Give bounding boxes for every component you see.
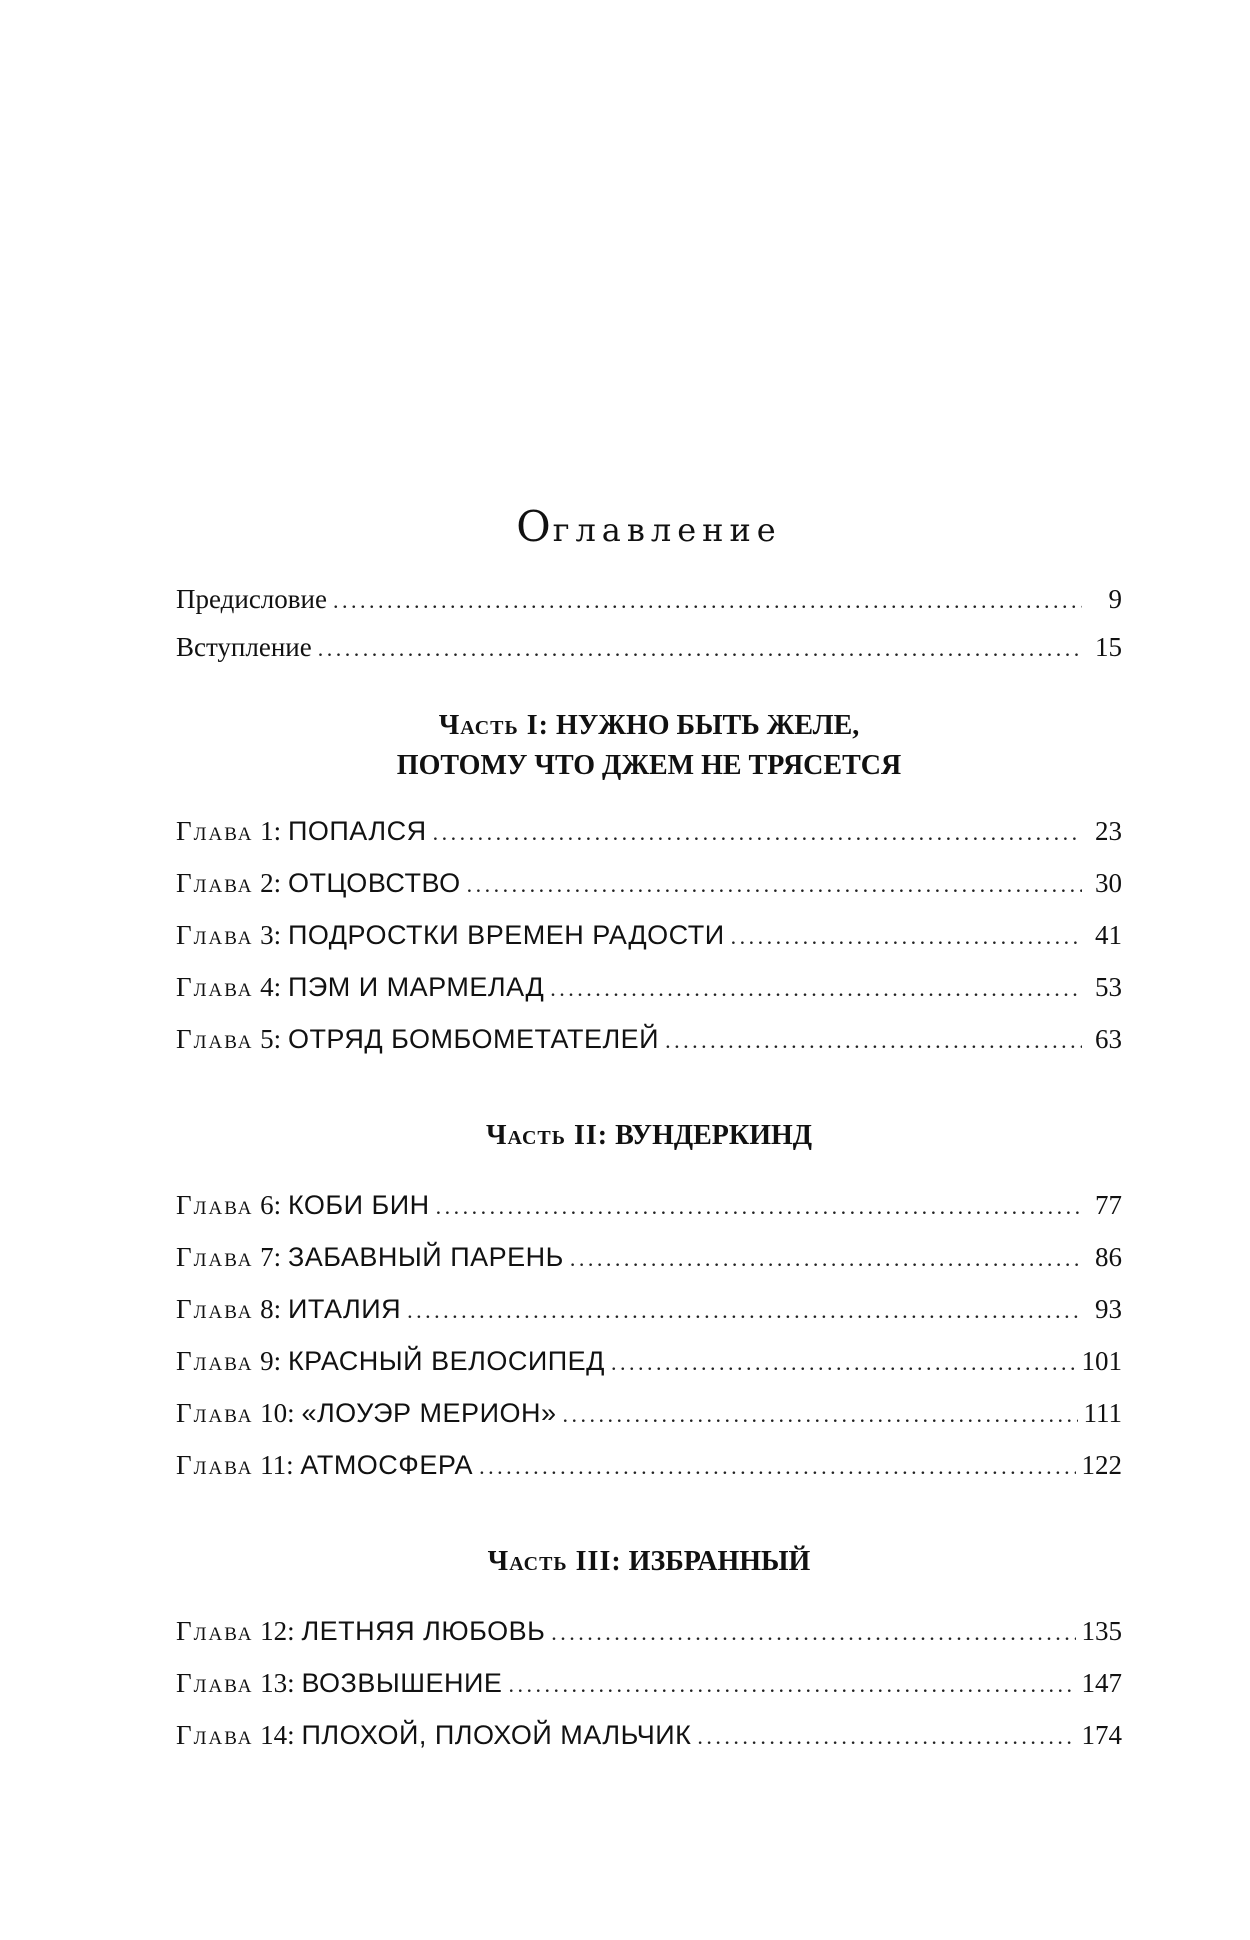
chapter-prefix: Глава [176,972,254,1002]
dot-leader [550,972,1082,1006]
dot-leader [467,868,1082,902]
page-title [176,502,1122,551]
page-number: 23 [1095,816,1122,846]
page-number: 86 [1095,1242,1122,1272]
chapter-prefix: Глава [176,1242,254,1272]
chapter-prefix: Глава [176,868,254,898]
chapter-number: 4: [260,972,282,1002]
toc-entry-introduction[interactable] [176,630,1122,666]
chapter-number: 5: [260,1024,282,1054]
page-number: 111 [1083,1398,1122,1428]
page-number: 9 [1108,584,1122,614]
chapter-prefix: Глава [176,1616,254,1646]
chapter-prefix: Глава [176,816,254,846]
part-title-line2: ПОТОМУ ЧТО ДЖЕМ НЕ ТРЯСЕТСЯ [396,750,902,781]
chapter-title: ПОПАЛСЯ [287,816,427,846]
chapter-number: 13: [260,1668,295,1698]
toc-entry-chapter-5[interactable] [176,1022,1122,1058]
dot-leader [333,584,1082,618]
page-number: 53 [1095,972,1122,1002]
part-prefix: Часть II: [485,1120,609,1151]
chapter-title: ПЭМ И МАРМЕЛАД [287,972,545,1002]
part-title-line1: ИЗБРАННЫЙ [628,1546,811,1577]
toc-entry-chapter-13[interactable] [176,1666,1122,1702]
chapter-number: 8: [260,1294,282,1324]
title-first-letter: О [516,502,553,552]
toc-entry-chapter-10[interactable] [176,1396,1122,1432]
part-title-line1: НУЖНО БЫТЬ ЖЕЛЕ, [555,710,860,741]
dot-leader [433,816,1082,850]
dot-leader [697,1720,1075,1754]
toc-entry-chapter-3[interactable] [176,918,1122,954]
chapter-prefix: Глава [176,1190,254,1220]
toc-entry-chapter-2[interactable] [176,866,1122,902]
part-title-line1: ВУНДЕРКИНД [615,1120,813,1151]
toc-entry-preface[interactable] [176,582,1122,618]
dot-leader [551,1616,1075,1650]
chapter-prefix: Глава [176,1346,254,1376]
title-rest: главление [552,511,782,550]
dot-leader [570,1242,1082,1276]
chapter-number: 12: [260,1616,295,1646]
part-heading-1 [176,706,1122,786]
page-number: 135 [1081,1616,1122,1646]
dot-leader [407,1294,1082,1328]
chapter-number: 10: [260,1398,295,1428]
page-number: 147 [1081,1668,1122,1698]
page-number: 30 [1095,868,1122,898]
chapter-number: 9: [260,1346,282,1376]
chapter-prefix: Глава [176,1668,254,1698]
toc-entry-chapter-4[interactable] [176,970,1122,1006]
page-number: 15 [1095,632,1122,662]
part-heading-2 [176,1116,1122,1156]
chapter-title: ЛЕТНЯЯ ЛЮБОВЬ [301,1616,546,1646]
page-number: 63 [1095,1024,1122,1054]
chapter-number: 6: [260,1190,282,1220]
chapter-title: ВОЗВЫШЕНИЕ [301,1668,503,1698]
chapter-number: 14: [260,1720,295,1750]
toc-entry-chapter-12[interactable] [176,1614,1122,1650]
chapter-prefix: Глава [176,1450,254,1480]
chapter-title: КРАСНЫЙ ВЕЛОСИПЕД [287,1346,605,1376]
toc-entry-chapter-14[interactable] [176,1718,1122,1754]
chapter-number: 2: [260,868,282,898]
chapter-prefix: Глава [176,1720,254,1750]
chapter-title: ПОДРОСТКИ ВРЕМЕН РАДОСТИ [287,920,725,950]
part-heading-3 [176,1542,1122,1582]
chapter-number: 7: [260,1242,282,1272]
page-number: 174 [1081,1720,1122,1750]
entry-label: Предисловие [176,584,327,614]
toc-entry-chapter-6[interactable] [176,1188,1122,1224]
chapter-title: ИТАЛИЯ [287,1294,402,1324]
chapter-title: ОТЦОВСТВО [287,868,461,898]
chapter-title: «ЛОУЭР МЕРИОН» [301,1398,557,1428]
dot-leader [479,1450,1075,1484]
dot-leader [508,1668,1075,1702]
toc-entry-chapter-1[interactable] [176,814,1122,850]
chapter-prefix: Глава [176,920,254,950]
dot-leader [563,1398,1078,1432]
page-number: 77 [1095,1190,1122,1220]
chapter-title: ЗАБАВНЫЙ ПАРЕНЬ [287,1242,564,1272]
entry-label: Вступление [176,632,312,662]
dot-leader [731,920,1082,954]
page-number: 122 [1081,1450,1122,1480]
chapter-number: 3: [260,920,282,950]
chapter-title: АТМОСФЕРА [300,1450,474,1480]
part-prefix: Часть I: [438,710,549,741]
dot-leader [665,1024,1082,1058]
chapter-title: КОБИ БИН [287,1190,430,1220]
chapter-title: ОТРЯД БОМБОМЕТАТЕЛЕЙ [287,1024,660,1054]
page-number: 93 [1095,1294,1122,1324]
toc-entry-chapter-9[interactable] [176,1344,1122,1380]
toc-entry-chapter-7[interactable] [176,1240,1122,1276]
dot-leader [611,1346,1076,1380]
toc-entry-chapter-11[interactable] [176,1448,1122,1484]
chapter-number: 1: [260,816,282,846]
toc-entry-chapter-8[interactable] [176,1292,1122,1328]
chapter-prefix: Глава [176,1398,254,1428]
dot-leader [436,1190,1082,1224]
part-prefix: Часть III: [487,1546,622,1577]
dot-leader [318,632,1082,666]
page-number: 41 [1095,920,1122,950]
chapter-number: 11: [260,1450,294,1480]
page-number: 101 [1081,1346,1122,1376]
chapter-title: ПЛОХОЙ, ПЛОХОЙ МАЛЬЧИК [301,1720,692,1750]
chapter-prefix: Глава [176,1024,254,1054]
chapter-prefix: Глава [176,1294,254,1324]
